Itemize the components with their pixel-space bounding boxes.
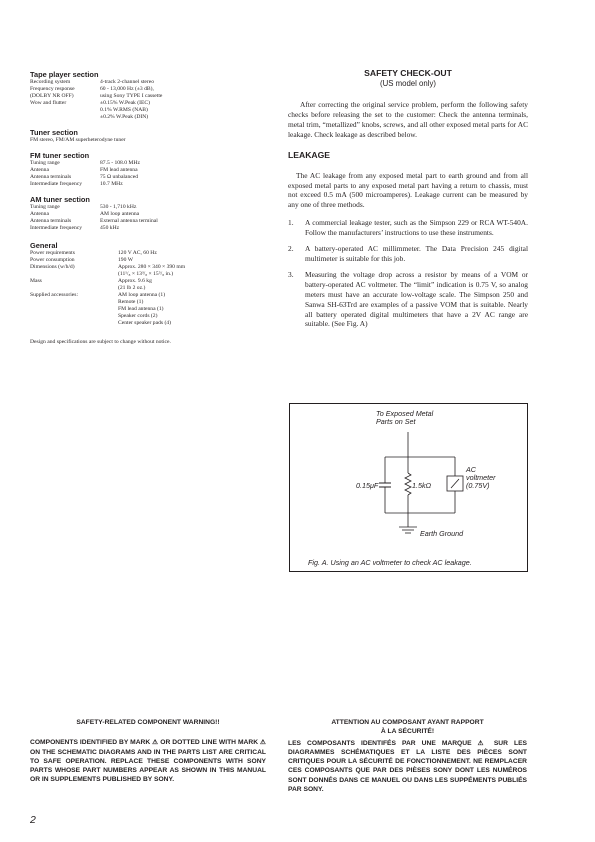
spec-value: (11¹/₈ × 13³/₈ × 15⁵/₈ in.) <box>118 271 174 277</box>
spec-value: 87.5 - 108.0 MHz <box>100 160 140 166</box>
spec-row <box>30 107 162 114</box>
spec-key: Intermediate frequency <box>30 225 83 231</box>
spec-value: FM lead antenna (1) <box>118 306 164 312</box>
spec-key: Antenna terminals <box>30 174 72 180</box>
am-tuner-section <box>30 195 245 232</box>
warning-english <box>30 718 266 785</box>
specs-note: Design and specifications are subject to change without notice. <box>30 339 171 345</box>
spec-key <box>30 114 100 121</box>
spec-key: Wow and flutter <box>30 100 67 106</box>
fm-spec-table <box>30 160 140 188</box>
voltmeter-needle <box>451 479 459 488</box>
warning-body: LES COMPOSANTS IDENTIFÉS PAR UNE MARQUE ⚠ SUR LES DIAGRAMMES SCHÉMATIQUES ET LA LISTE DES PIÈCES SONT CRITIQUES POUR LA SÉCURITÉ DE FONCTIONNEMENT. NE REMPLACER CES COMPOSANTS QUE PAR DES PIÈSES SONY DONT LES NUMÉROS SONT DONNÉS DANS CE MANUEL OU DANS LES SUPPÉMENTS PUBLIÉS PAR SONY. <box>288 739 527 794</box>
spec-row <box>30 218 158 225</box>
method-item <box>288 244 528 264</box>
spec-value: 0.1% W.RMS (NAB) <box>100 107 148 113</box>
spec-row <box>30 271 185 278</box>
spec-key <box>30 107 100 114</box>
tape-section <box>30 70 245 121</box>
spec-value: ±0.2% W.Peak (DIN) <box>100 114 149 120</box>
spec-row <box>30 264 185 271</box>
section-title: General <box>30 241 58 250</box>
spec-row <box>30 320 185 327</box>
spec-value: (21 lb 2 oz.) <box>118 285 146 291</box>
spec-key: Tuning range <box>30 204 60 210</box>
spec-key: Recording system <box>30 79 71 85</box>
spec-row <box>30 292 185 299</box>
spec-row <box>30 250 185 257</box>
spec-row <box>30 278 185 285</box>
spec-key: Tuning range <box>30 160 60 166</box>
spec-row <box>30 211 158 218</box>
spec-value: ±0.15% W.Peak (IEC) <box>100 100 150 106</box>
spec-key <box>30 313 118 320</box>
spec-row <box>30 204 158 211</box>
warning-body: COMPONENTS IDENTIFIED BY MARK ⚠ OR DOTTED LINE WITH MARK ⚠ ON THE SCHEMATIC DIAGRAMS AND IN THE PARTS LIST ARE CRITICAL TO SAFE OPERATION. REPLACE THESE COMPONENTS WITH SONY PARTS WHOSE PART NUMBERS APPEAR AS SHOWN IN THIS MANUAL OR IN SUPPLEMENTS PUBLISHED BY SONY. <box>30 739 266 784</box>
resistor-zigzag <box>405 473 411 495</box>
voltmeter-label-2: voltmeter <box>466 473 496 482</box>
safety-title: SAFETY CHECK-OUT <box>364 68 452 78</box>
spec-row <box>30 181 140 188</box>
section-title: Tuner section <box>30 128 78 137</box>
figure-a-box <box>289 403 528 572</box>
spec-row <box>30 225 158 232</box>
item-number: 1. <box>288 218 294 228</box>
spec-value: 4-track 2-channel stereo <box>100 79 155 85</box>
figure-caption: Fig. A. Using an AC voltmeter to check AC leakage. <box>308 558 472 567</box>
spec-row <box>30 299 185 306</box>
item-number: 2. <box>288 244 294 254</box>
spec-row <box>30 167 140 174</box>
spec-row <box>30 86 162 93</box>
leakage-title: LEAKAGE <box>288 149 331 160</box>
section-title: Tape player section <box>30 70 99 79</box>
spec-value: Speaker cords (2) <box>118 313 158 319</box>
spec-value: 530 - 1,710 kHz <box>100 204 137 210</box>
tuner-section <box>30 128 245 144</box>
spec-value: Remote (1) <box>118 299 144 305</box>
spec-value: Center speaker pads (4) <box>118 320 171 326</box>
capacitor-label: 0.15μF <box>356 481 379 490</box>
spec-row <box>30 93 162 100</box>
page-number: 2 <box>30 814 36 826</box>
spec-key: Antenna <box>30 167 49 173</box>
warning-french <box>288 718 527 794</box>
spec-key <box>30 320 118 327</box>
spec-value: Approx. 9.6 kg <box>118 278 152 284</box>
spec-value: 450 kHz <box>100 225 120 231</box>
spec-value: Approx. 280 × 340 × 390 mm <box>118 264 186 270</box>
tape-spec-table <box>30 79 162 121</box>
spec-value: FM lead antenna <box>100 167 138 173</box>
spec-key: Frequency response <box>30 86 75 92</box>
section-title: FM tuner section <box>30 151 90 160</box>
spec-key: Antenna terminals <box>30 218 72 224</box>
spec-row <box>30 114 162 121</box>
spec-key <box>30 306 118 313</box>
specifications-column <box>30 70 245 346</box>
warning-title-line-1: ATTENTION AU COMPOSANT AYANT RAPPORT <box>331 719 484 726</box>
safety-subtitle: (US model only) <box>380 79 436 88</box>
spec-key: Mass <box>30 278 42 284</box>
spec-row <box>30 174 140 181</box>
spec-value: 120 V AC, 60 Hz <box>118 250 157 256</box>
spec-key <box>30 285 118 292</box>
spec-value: using Sony TYPE I cassette <box>100 93 163 99</box>
label-exposed-metal-1: To Exposed Metal <box>376 409 434 418</box>
spec-row <box>30 100 162 107</box>
spec-row <box>30 79 162 86</box>
spec-value: AM loop antenna <box>100 211 140 217</box>
general-spec-table <box>30 250 185 327</box>
spec-value: 10.7 MHz <box>100 181 123 187</box>
method-item <box>288 270 528 329</box>
tuner-description: FM stereo, FM/AM superheterodyne tuner <box>30 137 126 143</box>
method-item <box>288 218 528 238</box>
spec-row <box>30 313 185 320</box>
resistor-label: 1.5kΩ <box>412 481 432 490</box>
spec-row <box>30 257 185 264</box>
spec-key <box>30 299 118 306</box>
voltmeter-label-1: AC <box>466 465 476 474</box>
safety-column <box>288 68 528 329</box>
spec-value: 75 Ω unbalanced <box>100 174 139 180</box>
item-text: A battery-operated AC millimmeter. The Data Precision 245 digital multimeter is suitable for this job. <box>305 244 528 263</box>
label-exposed-metal-2: Parts on Set <box>376 417 416 426</box>
general-section <box>30 241 245 327</box>
warning-title-line-2: À LA SÉCURITÉ! <box>380 728 435 736</box>
spec-key: Intermediate frequency <box>30 181 83 187</box>
spec-value: AM loop antenna (1) <box>118 292 166 298</box>
leakage-test-circuit <box>289 403 528 572</box>
leakage-text: The AC leakage from any exposed metal part to earth ground and from all exposed metal parts to any exposed metal part having a return to chassis, must not exceed 0.5 mA (500 microamperes). Leakage current can be measured by any one of three methods. <box>288 170 528 210</box>
am-spec-table <box>30 204 158 232</box>
method-list <box>288 218 528 329</box>
spec-value: 60 - 13,000 Hz (±3 dB), <box>100 86 154 92</box>
ground-label: Earth Ground <box>420 529 464 538</box>
section-title: AM tuner section <box>30 195 90 204</box>
spec-key: Power consumption <box>30 257 75 263</box>
spec-value: 190 W <box>118 257 133 263</box>
spec-row <box>30 160 140 167</box>
warning-title: SAFETY-RELATED COMPONENT WARNING!! <box>76 719 220 726</box>
fm-tuner-section <box>30 151 245 188</box>
spec-key: Power requirements <box>30 250 75 256</box>
item-text: A commercial leakage tester, such as the Simpson 229 or RCA WT-540A. Follow the manufacturers’ instructions to use these instruments. <box>305 218 528 238</box>
spec-key: Antenna <box>30 211 49 217</box>
spec-key <box>30 271 118 278</box>
spec-key: (DOLBY NR OFF) <box>30 93 74 99</box>
item-text: Measuring the voltage drop across a resistor by means of a VOM or battery-operated AC voltmeter. The “limit” indication is 0.75 V, so analog meters must have an accurate low-voltage scale. The Simpson 250 and Sanwa SH-63Trd are examples of a passive VOM that is suitable. Nearly all battery operated digital multimeters that have a 2V AC range are suitable. (See Fig. A) <box>305 269 528 329</box>
item-number: 3. <box>288 269 294 279</box>
spec-key: Dimensions (w/h/d) <box>30 264 75 270</box>
spec-row <box>30 285 185 292</box>
voltmeter-label-3: (0.75V) <box>466 481 490 490</box>
safety-intro: After correcting the original service problem, perform the following safety checks before releasing the set to the customer: Check the antenna terminals, metal trim, “metallized” knobs, screws, and all other exposed metal parts for AC leakage. Check leakage as described below. <box>288 100 528 139</box>
spec-row <box>30 306 185 313</box>
spec-value: External antenna terminal <box>100 218 158 224</box>
spec-key: Supplied accessories: <box>30 292 79 298</box>
